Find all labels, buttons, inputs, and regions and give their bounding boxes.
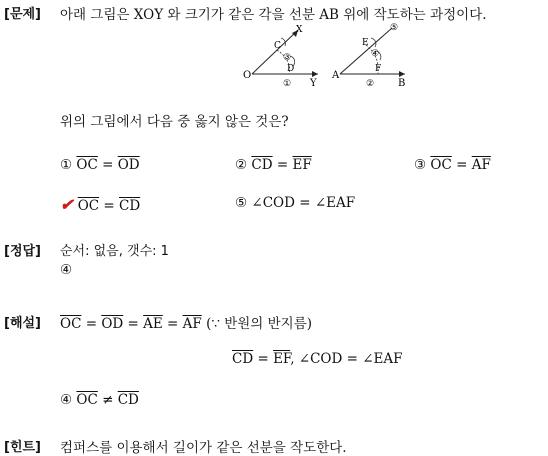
label-a: A — [332, 70, 340, 81]
seg-af: $\overline{AF}$ — [182, 316, 202, 332]
expl-rel: ≠ — [102, 392, 114, 408]
option-2[interactable] — [235, 157, 312, 173]
label-c: C — [274, 41, 281, 51]
option-4-lhs: $\overline{OC}$ — [77, 198, 100, 214]
option-3-rel: = — [456, 157, 468, 173]
circled-4: ④ — [371, 49, 380, 59]
label-d: D — [287, 64, 295, 74]
explanation-line1: $\overline{OC} = \overline{OD} = \overline{AE} = \overline{AF}$ (∵ 반원의 반지름) — [60, 316, 313, 332]
option-3[interactable] — [414, 157, 491, 173]
explanation-note: (∵ 반원의 반지름) — [206, 316, 313, 332]
option-1[interactable] — [60, 157, 140, 173]
option-5-text: ∠COD = ∠EAF — [251, 195, 356, 211]
answer-line2: ④ — [60, 262, 73, 278]
answer-tag: [정답] — [4, 244, 41, 259]
hint-tag: [힌트] — [4, 440, 41, 455]
construction-figure — [0, 20, 548, 90]
label-b: B — [398, 78, 406, 89]
ray-ae — [340, 28, 392, 74]
option-4-rel: = — [103, 198, 115, 214]
arrow-b — [399, 71, 405, 77]
seg-ef: $\overline{EF}$ — [273, 351, 291, 367]
label-e: E — [362, 38, 369, 48]
option-2-rhs: $\overline{EF}$ — [292, 157, 312, 173]
label-x: X — [296, 25, 303, 35]
option-3-num: ③ — [414, 157, 427, 173]
arrow-y — [312, 71, 318, 77]
option-4-rhs: $\overline{CD}$ — [119, 198, 141, 214]
option-1-num: ① — [60, 157, 73, 173]
check-mark-icon: ✔ — [60, 195, 74, 214]
label-y: Y — [310, 78, 317, 89]
option-4[interactable] — [60, 195, 140, 214]
option-2-lhs: $\overline{CD}$ — [251, 157, 273, 173]
problem-stem: 아래 그림은 XOY 와 크기가 같은 각을 선분 AB 위에 작도하는 과정이다. — [60, 7, 487, 23]
circled-2: ② — [366, 79, 375, 89]
label-o: O — [243, 70, 252, 81]
expl-rhs: $\overline{CD}$ — [117, 392, 139, 408]
option-2-num: ② — [235, 157, 248, 173]
problem-tag: [문제] — [4, 7, 41, 22]
option-3-rhs: $\overline{AF}$ — [471, 157, 491, 173]
option-5[interactable] — [235, 195, 355, 211]
label-f: F — [375, 64, 382, 74]
explanation-line2: $\overline{CD} = \overline{EF}$, ∠COD = ∠EAF — [232, 351, 403, 367]
option-5-num: ⑤ — [235, 195, 248, 211]
circled-1: ① — [283, 79, 292, 89]
option-2-rel: = — [276, 157, 289, 173]
seg-od: $\overline{OD}$ — [101, 316, 124, 332]
expl-lhs: $\overline{OC}$ — [76, 392, 98, 408]
seg-cd: $\overline{CD}$ — [232, 351, 254, 367]
option-3-lhs: $\overline{OC}$ — [430, 157, 452, 173]
answer-line1: 순서: 없음, 갯수: 1 — [60, 244, 169, 259]
seg-oc: $\overline{OC}$ — [60, 316, 82, 332]
circled-5: ⑤ — [390, 23, 399, 33]
hint-text: 컴퍼스를 이용해서 길이가 같은 선분을 작도한다. — [60, 440, 347, 456]
problem-question: 위의 그림에서 다음 중 옳지 않은 것은? — [60, 114, 289, 130]
option-1-lhs: $\overline{OC}$ — [76, 157, 98, 173]
explanation-tag: [해설] — [4, 316, 41, 331]
circled-3: ③ — [283, 53, 292, 63]
explanation-line3 — [60, 392, 139, 408]
expl-num: ④ — [60, 392, 73, 408]
seg-ae: $\overline{AE}$ — [143, 316, 163, 332]
option-1-rel: = — [102, 157, 114, 173]
option-1-rhs: $\overline{OD}$ — [117, 157, 140, 173]
angle-eq: ∠COD = ∠EAF — [298, 351, 403, 367]
